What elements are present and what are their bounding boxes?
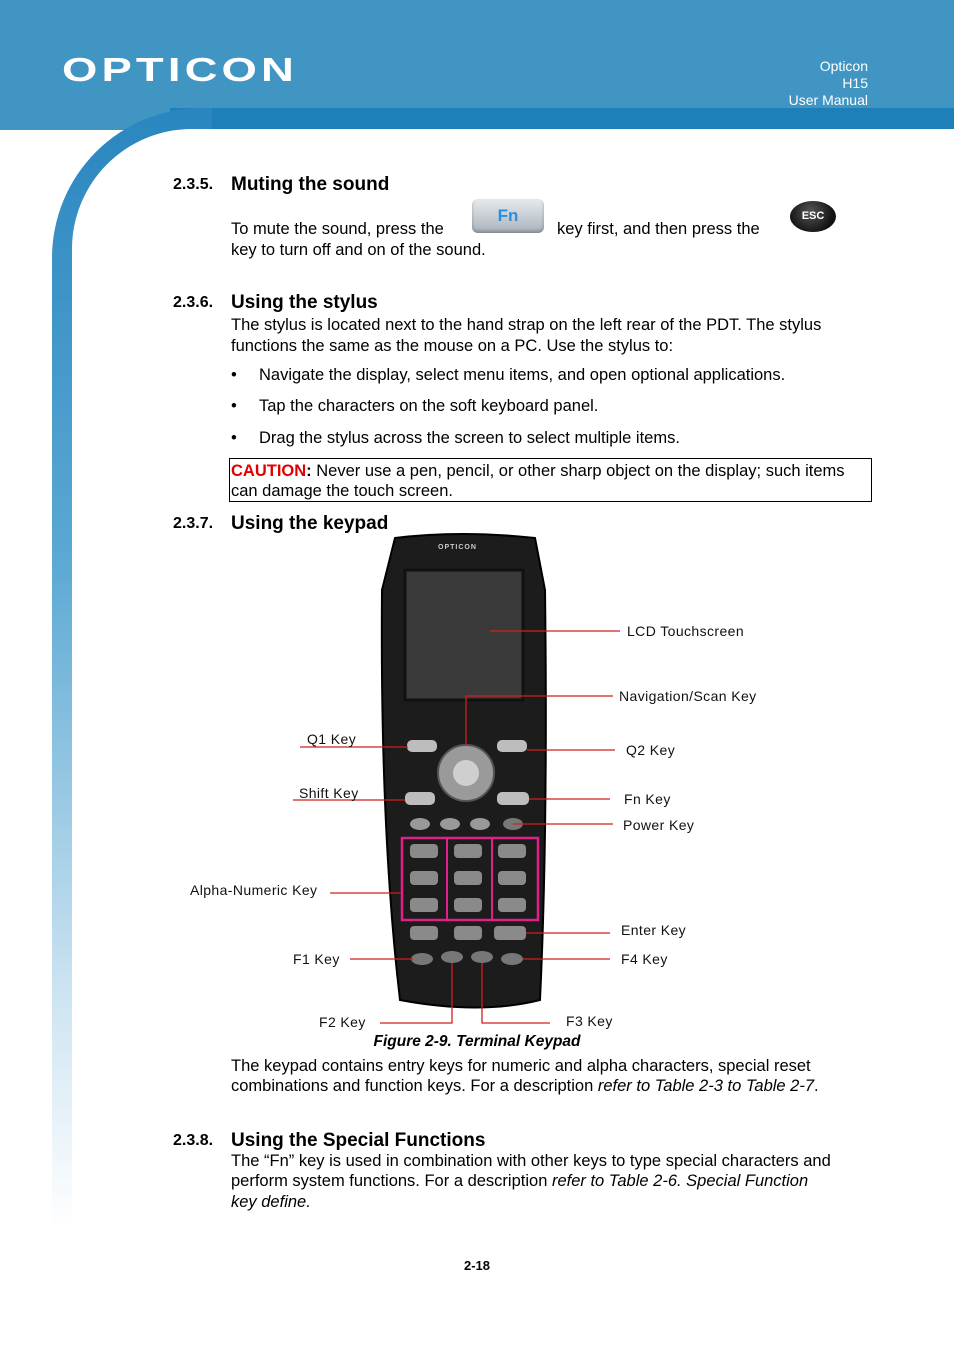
list-item-text: Tap the characters on the soft keyboard panel.: [259, 397, 599, 415]
keypad-text-2: [231, 1077, 819, 1096]
list-item-text: Navigate the display, select menu items, and open optional applications.: [259, 366, 786, 384]
esc-key-label: ESC: [801, 210, 825, 222]
esc-key-icon: [790, 201, 836, 232]
header-doc-info: [789, 58, 868, 109]
label-fn-key: Fn Key: [624, 791, 671, 807]
special-text-3: key define.: [231, 1193, 311, 1211]
special-table-reference: refer to Table 2-6. Special Function: [551, 1172, 809, 1190]
header-model: H15: [842, 75, 868, 91]
caution-text: [231, 461, 867, 501]
bullet-dot: •: [231, 366, 237, 384]
list-item: [231, 366, 785, 385]
label-q1-key: Q1 Key: [307, 731, 357, 747]
section-title: Muting the sound: [231, 174, 390, 195]
mute-text-1: To mute the sound, press the: [231, 220, 444, 238]
header-doc-type: User Manual: [788, 92, 868, 108]
mute-text-2: key first, and then press the: [557, 220, 760, 238]
special-text-1: The “Fn” key is used in combination with other keys to type special characters and: [231, 1152, 831, 1170]
keypad-text-2-end: .: [814, 1077, 819, 1095]
header-company: Opticon: [819, 58, 868, 74]
lcd-screen: [405, 570, 523, 700]
small-key: [440, 818, 460, 830]
caution-colon: :: [306, 462, 312, 480]
keypad-text-1: The keypad contains entry keys for numeric and alpha characters, special reset: [231, 1057, 811, 1075]
bullet-dot: •: [231, 429, 237, 447]
fn-key-icon: [472, 199, 544, 233]
section-title: Using the stylus: [231, 292, 378, 313]
label-lcd-touchscreen: LCD Touchscreen: [627, 623, 745, 639]
keypad-text-2-plain: combinations and function keys. For a description: [231, 1077, 598, 1095]
label-enter-key: Enter Key: [621, 922, 687, 938]
small-key: [470, 818, 490, 830]
section-title: Using the Special Functions: [231, 1130, 486, 1151]
scan-key: [453, 760, 479, 786]
label-alpha-numeric-key: Alpha-Numeric Key: [190, 882, 318, 898]
label-power-key: Power Key: [623, 817, 695, 833]
keypad-table-reference: refer to Table 2-3 to Table 2-7: [597, 1077, 815, 1095]
caution-box: [229, 458, 872, 502]
caution-body: Never use a pen, pencil, or other sharp object on the display; such items can damage the touch screen.: [231, 462, 845, 500]
q1-key: [407, 740, 437, 752]
label-f4-key: F4 Key: [621, 951, 668, 967]
terminal-keypad-figure: [180, 530, 800, 1035]
label-f1-key: F1 Key: [293, 951, 340, 967]
bullet-dot: •: [231, 397, 237, 415]
shift-key: [405, 792, 435, 805]
special-text-2-plain: perform system functions. For a description: [231, 1172, 552, 1190]
figure-caption: Figure 2-9. Terminal Keypad: [373, 1033, 581, 1050]
stylus-paragraph: The stylus is located next to the hand strap on the left rear of the PDT. The stylus functions the same as the mouse on a PC. Use the stylus to:: [231, 316, 822, 355]
q2-key: [497, 740, 527, 752]
special-text-2: [231, 1172, 808, 1191]
label-navigation-scan-key: Navigation/Scan Key: [619, 688, 757, 704]
fn-key-label: Fn: [497, 206, 519, 225]
label-q2-key: Q2 Key: [626, 742, 676, 758]
terminal-device-illustration: [180, 530, 800, 1035]
device-brand: OPTICON: [438, 544, 477, 551]
list-item: [231, 429, 680, 448]
section-title: Using the keypad: [231, 513, 389, 534]
list-item: [231, 397, 598, 416]
label-shift-key: Shift Key: [299, 785, 359, 801]
mute-text-3: key to turn off and on of the sound.: [231, 241, 486, 259]
label-f2-key: F2 Key: [319, 1014, 366, 1030]
fn-key: [497, 792, 529, 805]
section-number: 2.3.6.: [173, 294, 214, 311]
section-number: 2.3.8.: [173, 1132, 214, 1149]
opticon-logo: [62, 56, 298, 84]
label-f3-key: F3 Key: [566, 1013, 613, 1029]
header-stripe: [170, 108, 954, 129]
section-number: 2.3.7.: [173, 515, 214, 532]
list-item-text: Drag the stylus across the screen to select multiple items.: [259, 429, 680, 447]
page-number: 2-18: [463, 1258, 491, 1273]
small-key: [410, 818, 430, 830]
section-number: 2.3.5.: [173, 176, 214, 193]
logo-text: OPTICON: [62, 56, 298, 84]
caution-label: CAUTION: [231, 462, 307, 480]
